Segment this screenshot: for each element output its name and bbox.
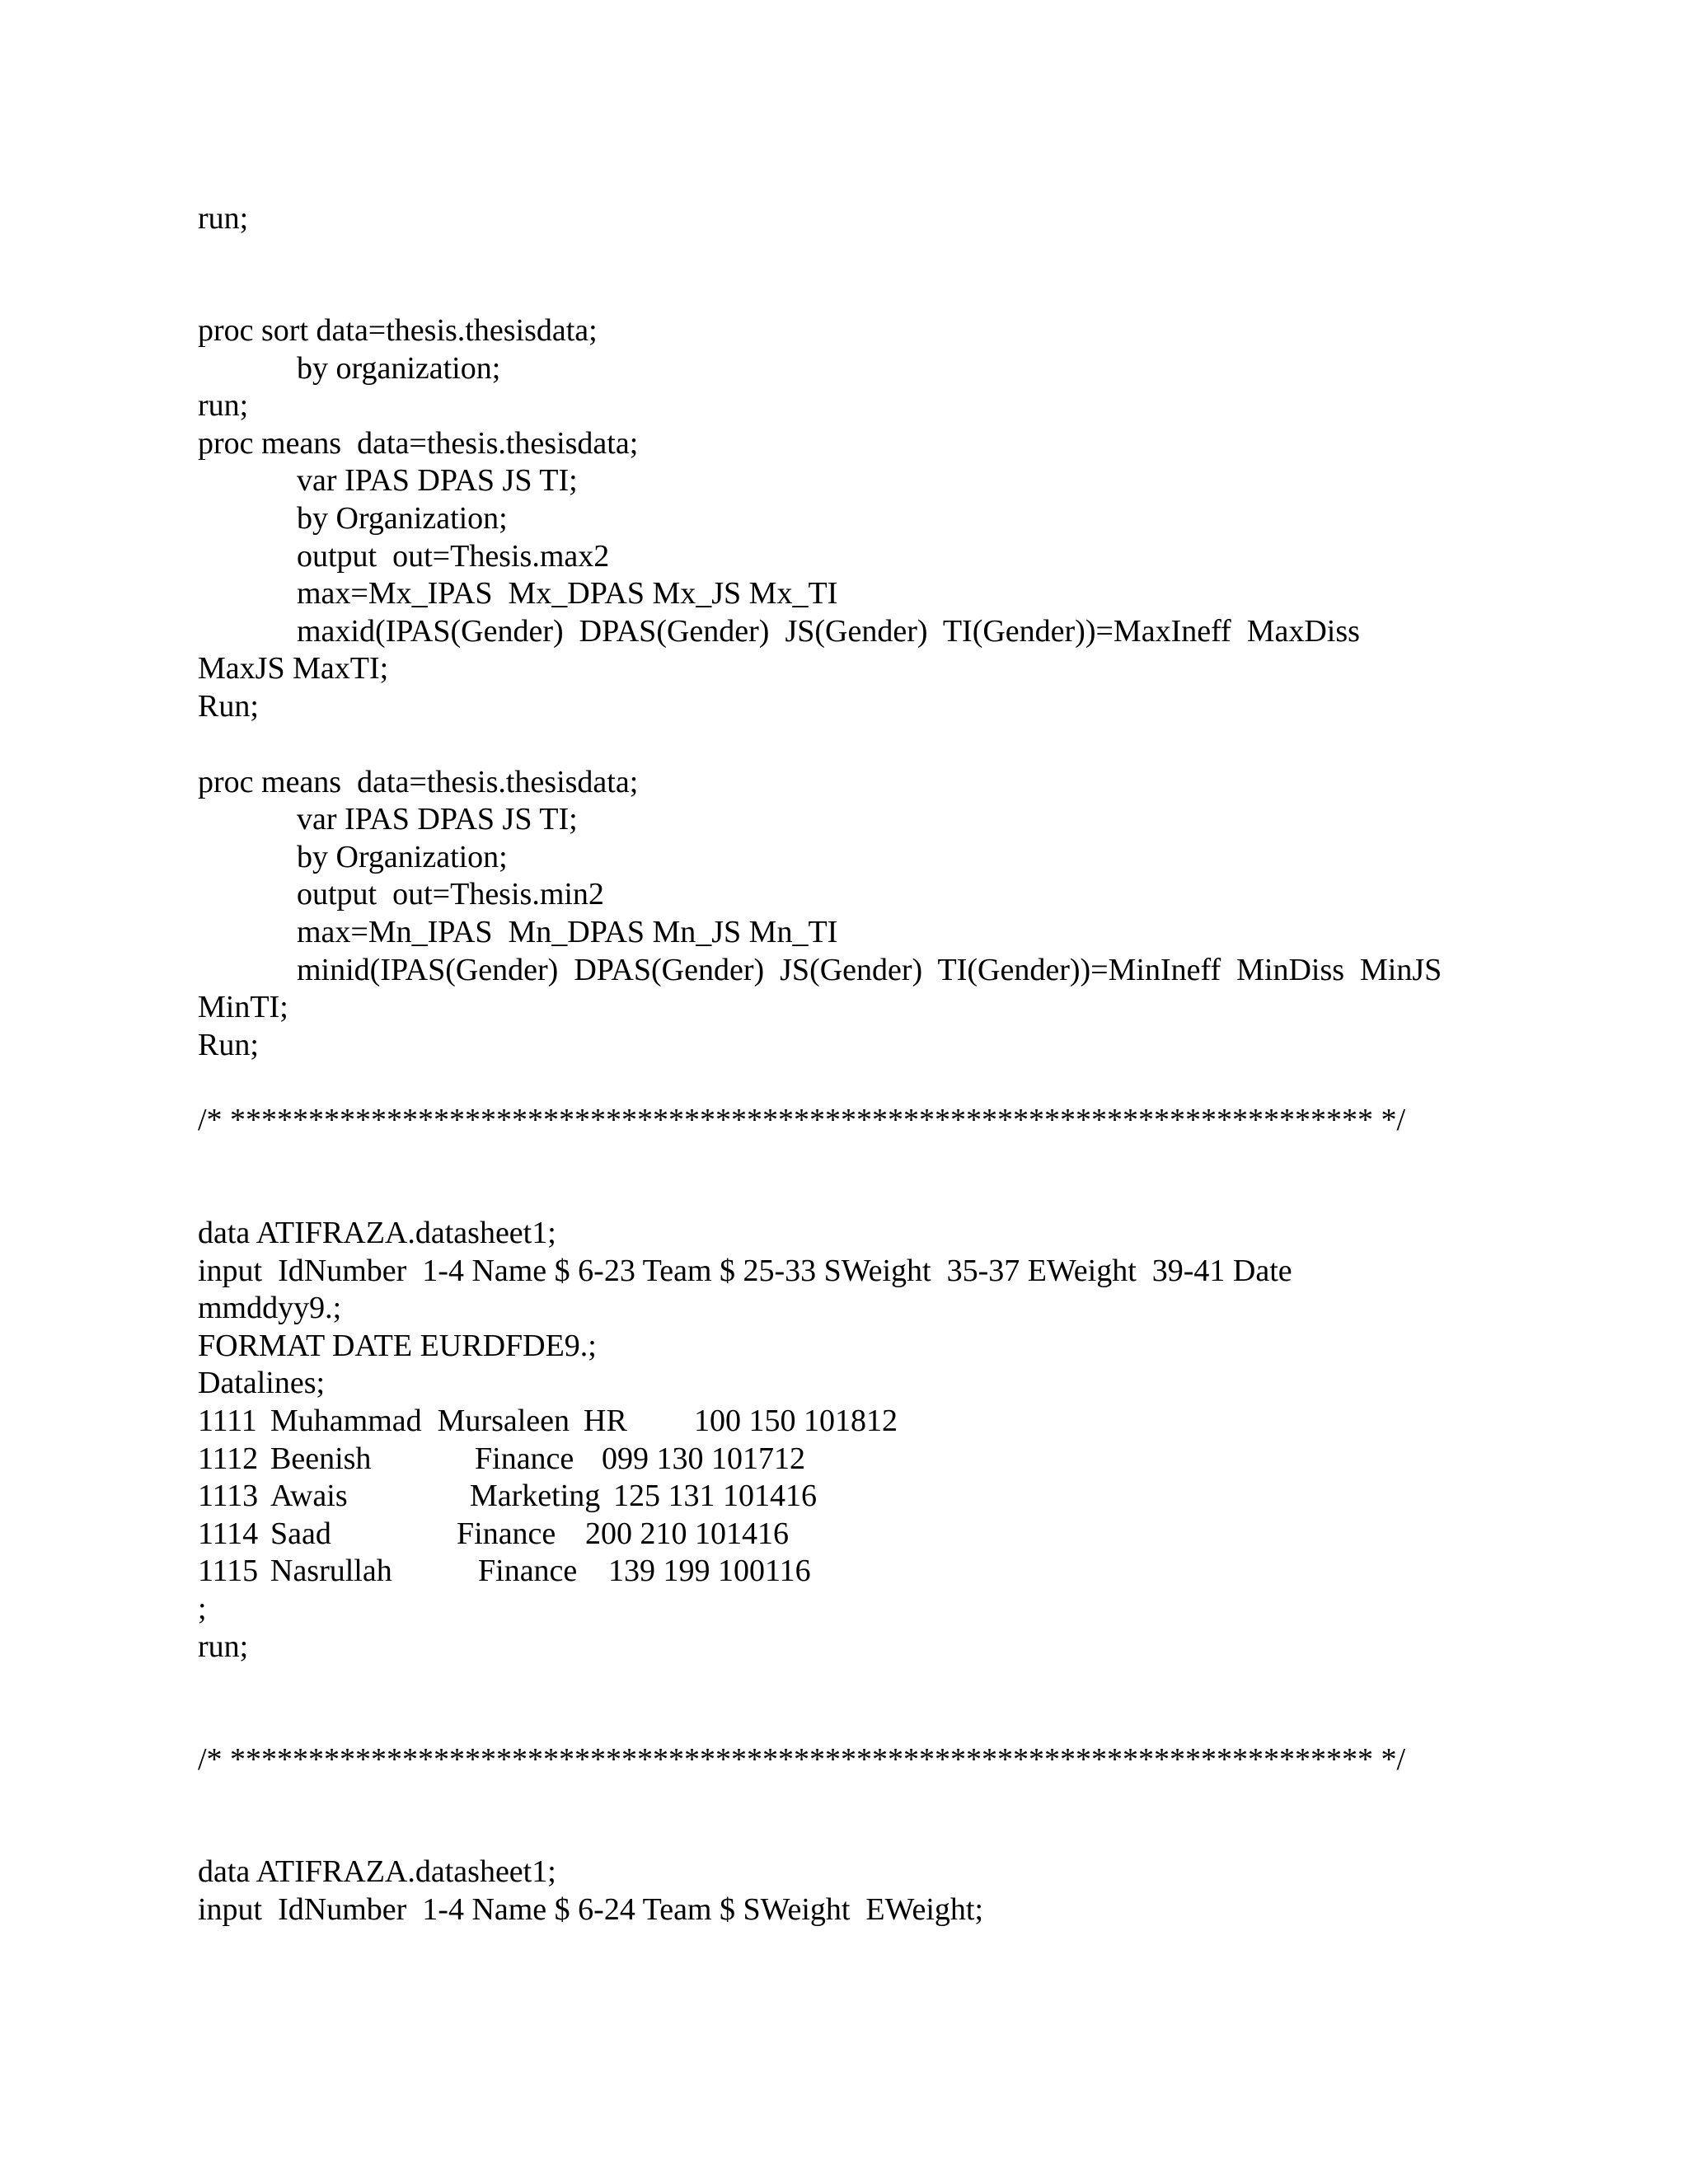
data-id: 1112 bbox=[198, 1441, 259, 1476]
data-team: HR bbox=[584, 1404, 627, 1438]
code-line: Run; bbox=[198, 1028, 259, 1062]
code-line: ; bbox=[198, 1591, 207, 1626]
code-line: proc sort data=thesis.thesisdata; bbox=[198, 313, 598, 348]
data-id: 1114 bbox=[198, 1516, 259, 1551]
code-line: max=Mx_IPAS Mx_DPAS Mx_JS Mx_TI bbox=[297, 576, 838, 611]
code-line: proc means data=thesis.thesisdata; bbox=[198, 765, 639, 799]
data-id: 1111 bbox=[198, 1404, 257, 1438]
data-id: 1115 bbox=[198, 1554, 259, 1588]
code-line: maxid(IPAS(Gender) DPAS(Gender) JS(Gender) TI(Gender))=MaxIneff MaxDiss bbox=[297, 614, 1360, 649]
code-line: minid(IPAS(Gender) DPAS(Gender) JS(Gender) TI(Gender))=MinIneff MinDiss MinJS bbox=[297, 953, 1442, 987]
code-line: output out=Thesis.max2 bbox=[297, 539, 610, 574]
data-values: 200 210 101416 bbox=[585, 1516, 789, 1551]
data-values: 099 130 101712 bbox=[602, 1441, 805, 1476]
code-line: input IdNumber 1-4 Name $ 6-23 Team $ 25-33 SWeight 35-37 EWeight 39-41 Date bbox=[198, 1254, 1292, 1288]
code-line: output out=Thesis.min2 bbox=[297, 877, 604, 912]
code-line: var IPAS DPAS JS TI; bbox=[297, 463, 578, 498]
data-team: Finance bbox=[457, 1516, 556, 1551]
data-team: Marketing bbox=[470, 1479, 601, 1513]
data-name: Saad bbox=[270, 1516, 331, 1551]
data-name: Beenish bbox=[270, 1441, 372, 1476]
comment-divider: /* ************************************************************************* */ bbox=[198, 1103, 1406, 1137]
data-name: Awais bbox=[270, 1479, 348, 1513]
data-values: 100 150 101812 bbox=[694, 1404, 898, 1438]
code-line: data ATIFRAZA.datasheet1; bbox=[198, 1854, 556, 1889]
code-line: MinTI; bbox=[198, 990, 288, 1024]
code-line: MaxJS MaxTI; bbox=[198, 651, 389, 686]
data-values: 125 131 101416 bbox=[613, 1479, 817, 1513]
code-line: input IdNumber 1-4 Name $ 6-24 Team $ SWeight EWeight; bbox=[198, 1892, 984, 1927]
code-line: run; bbox=[198, 1629, 249, 1664]
data-team: Finance bbox=[478, 1554, 578, 1588]
code-line: Datalines; bbox=[198, 1366, 326, 1400]
data-name: Nasrullah bbox=[270, 1554, 392, 1588]
code-line: mmddyy9.; bbox=[198, 1291, 342, 1325]
comment-divider: /* ************************************************************************* */ bbox=[198, 1742, 1406, 1777]
data-team: Finance bbox=[475, 1441, 574, 1476]
data-name: Muhammad Mursaleen bbox=[270, 1404, 570, 1438]
code-line: proc means data=thesis.thesisdata; bbox=[198, 426, 639, 461]
code-line: run; bbox=[198, 388, 249, 423]
code-line: max=Mn_IPAS Mn_DPAS Mn_JS Mn_TI bbox=[297, 915, 838, 949]
code-line: by Organization; bbox=[297, 840, 508, 874]
data-values: 139 199 100116 bbox=[608, 1554, 811, 1588]
code-line: Run; bbox=[198, 689, 259, 724]
code-line: by organization; bbox=[297, 351, 501, 386]
code-line: var IPAS DPAS JS TI; bbox=[297, 802, 578, 837]
code-line: by Organization; bbox=[297, 501, 508, 536]
code-line: data ATIFRAZA.datasheet1; bbox=[198, 1216, 556, 1250]
code-line: run; bbox=[198, 201, 249, 236]
code-line: FORMAT DATE EURDFDE9.; bbox=[198, 1329, 597, 1363]
data-id: 1113 bbox=[198, 1479, 259, 1513]
